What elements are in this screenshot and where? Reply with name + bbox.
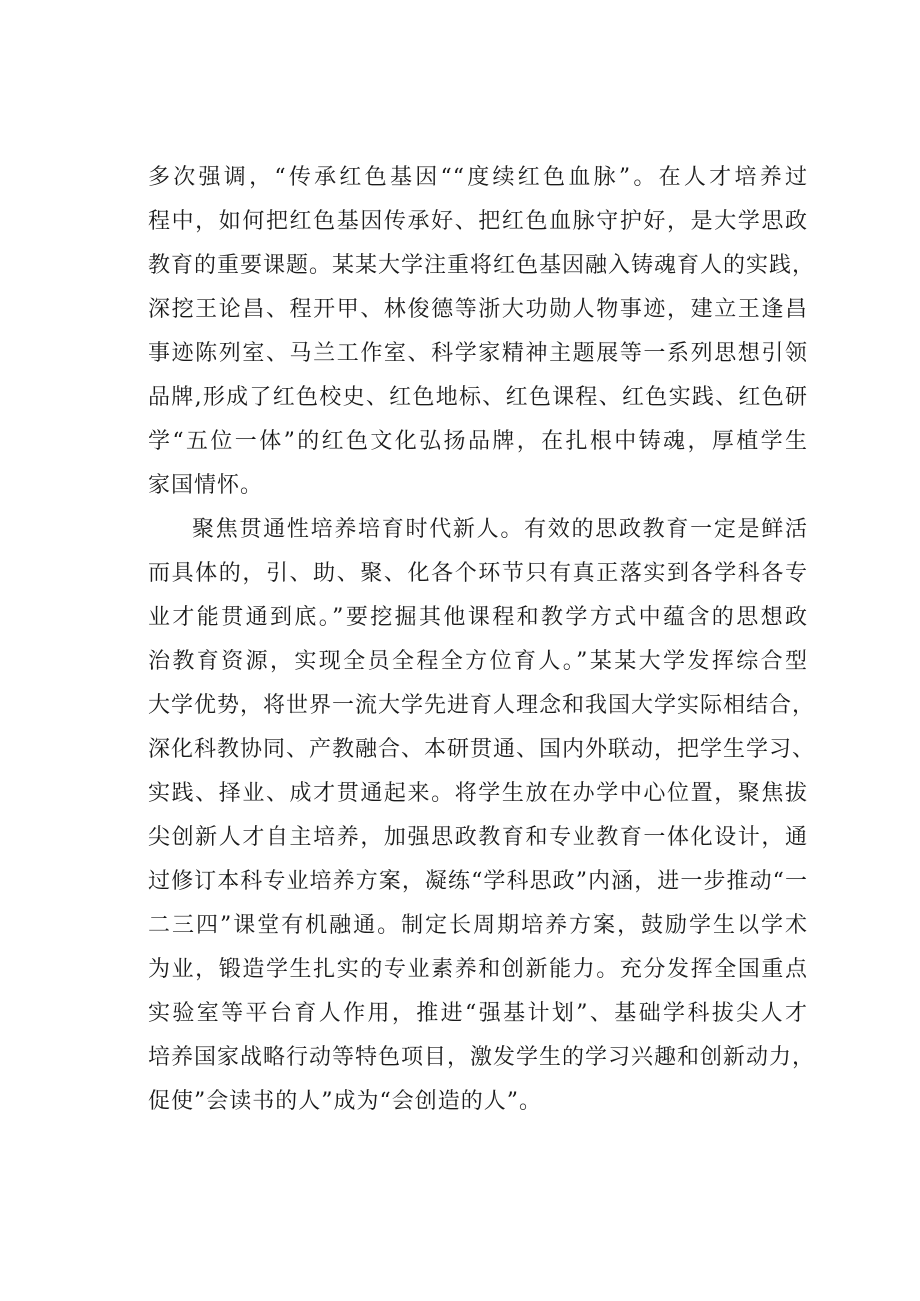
text-line: 而具体的，引、助、聚、化各个环节只有真正落实到各学科各专 [148,561,808,586]
text-line: 事迹陈列室、马兰工作室、科学家精神主题展等一系列思想引领 [148,341,808,366]
text-line: 学“五位一体”的红色文化弘扬品牌，在扎根中铸魂，厚植学生 [148,429,808,454]
text-line: 程中，如何把红色基因传承好、把红色血脉守护好，是大学思政 [148,209,808,234]
text-line: 二三四”课堂有机融通。制定长周期培养方案，鼓励学生以学术 [148,913,808,938]
text-line: 家国情怀。 [148,473,264,498]
text-line: 为业，锻造学生扎实的专业素养和创新能力。充分发挥全国重点 [148,957,808,982]
text-line: 聚焦贯通性培养培育时代新人。有效的思政教育一定是鲜活 [192,517,808,542]
text-line: 培养国家战略行动等特色项目，激发学生的学习兴趣和创新动力， [148,1045,816,1070]
text-line: 多次强调，“传承红色基因““度续红色血脉”。在人才培养过 [148,165,808,190]
text-line: 尖创新人才自主培养，加强思政教育和专业教育一体化设计，通 [148,825,808,850]
text-line: 教育的重要课题。某某大学注重将红色基因融入铸魂育人的实践， [148,253,816,278]
text-line: 实验室等平台育人作用，推进“强基计划”、基础学科拔尖人才 [148,1001,808,1026]
text-line: 过修订本科专业培养方案，凝练“学科思政”内涵，进一步推动“一 [148,869,808,894]
paragraph-red-gene [148,156,816,508]
text-line: 深化科教协同、产教融合、本研贯通、国内外联动，把学生学习、 [148,737,816,762]
text-line: 深挖王论昌、程开甲、林俊德等浙大功勋人物事迹，建立王逢昌 [148,297,808,322]
text-line: 促使”会读书的人”成为“会创造的人”。 [148,1089,542,1114]
text-line: 实践、择业、成才贯通起来。将学生放在办学中心位置，聚焦拔 [148,781,808,806]
text-line: 大学优势，将世界一流大学先进育人理念和我国大学实际相结合， [148,693,816,718]
text-line: 治教育资源，实现全员全程全方位育人。”某某大学发挥综合型 [148,649,808,674]
paragraph-integrated-training [148,508,816,1124]
text-line: 品牌,形成了红色校史、红色地标、红色课程、红色实践、红色研 [148,385,808,410]
text-line: 业才能贯通到底。”要挖掘其他课程和教学方式中蕴含的思想政 [148,605,808,630]
